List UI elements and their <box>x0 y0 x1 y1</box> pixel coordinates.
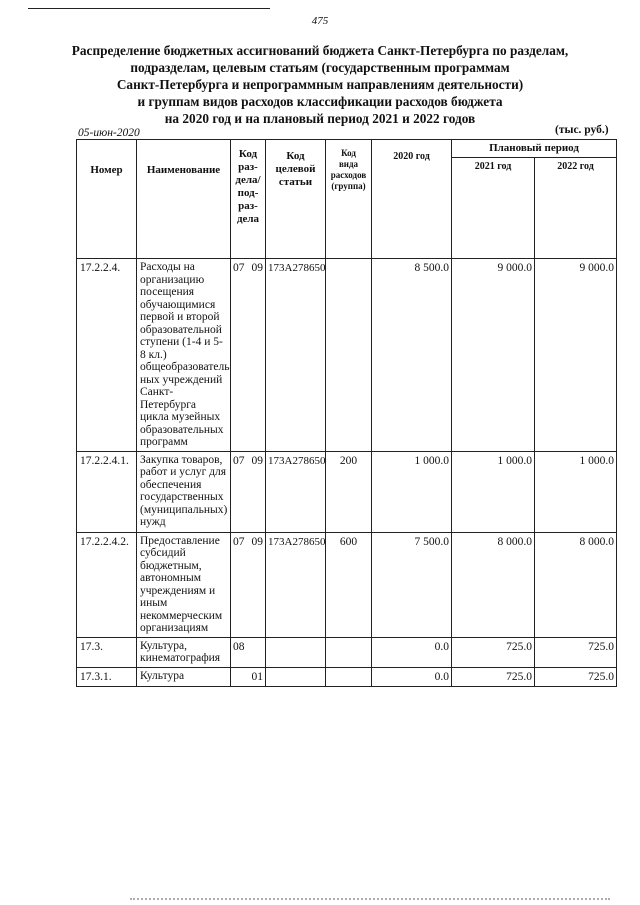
row-target: 173А278650 <box>266 451 326 532</box>
row-type <box>326 637 372 667</box>
row-2020: 0.0 <box>372 637 452 667</box>
header-target-line: статьи <box>278 176 313 188</box>
subsection-code: 01 <box>251 670 263 683</box>
header-type-line: расходов <box>330 170 367 180</box>
row-type <box>326 259 372 452</box>
row-target: 173А278650 <box>266 259 326 452</box>
header-target <box>266 140 326 259</box>
header-name: Наименование <box>137 140 231 259</box>
table-row <box>77 259 617 452</box>
row-2022: 1 000.0 <box>535 451 617 532</box>
row-2020: 8 500.0 <box>372 259 452 452</box>
header-type-line: вида <box>338 159 359 169</box>
header-2020: 2020 год <box>372 140 452 259</box>
row-target <box>266 637 326 667</box>
table-row <box>77 667 617 686</box>
row-number: 17.2.2.4. <box>77 259 137 452</box>
row-2021: 725.0 <box>452 637 535 667</box>
header-expense-type <box>326 140 372 259</box>
date-stamp: 05-июн-2020 <box>78 127 140 139</box>
row-type: 200 <box>326 451 372 532</box>
row-number: 17.2.2.4.2. <box>77 532 137 637</box>
header-section-line: дела/ <box>235 174 261 186</box>
table-row <box>77 532 617 637</box>
row-2020: 7 500.0 <box>372 532 452 637</box>
row-name: Предоставление субсидий бюджетным, автономным учреждениям и иным некоммерческим организациям <box>137 532 231 637</box>
row-2022: 8 000.0 <box>535 532 617 637</box>
row-2020: 1 000.0 <box>372 451 452 532</box>
page-number: 475 <box>311 15 329 27</box>
row-2022: 725.0 <box>535 667 617 686</box>
row-name: Закупка товаров, работ и услуг для обеспечения государственных (муниципальных) нужд <box>137 451 231 532</box>
header-section-line: под- <box>237 187 259 199</box>
top-rule <box>28 8 270 9</box>
row-name: Культура <box>137 667 231 686</box>
row-2021: 9 000.0 <box>452 259 535 452</box>
row-section <box>231 259 266 452</box>
header-section-line: раз- <box>238 161 258 173</box>
row-2021: 725.0 <box>452 667 535 686</box>
header-target-line: целевой <box>275 163 316 175</box>
title-line: Санкт-Петербурга и непрограммным направлениям деятельности) <box>116 77 524 92</box>
row-type <box>326 667 372 686</box>
header-section-line: Код <box>238 148 258 160</box>
row-section <box>231 532 266 637</box>
title-line: Распределение бюджетных ассигнований бюджета Санкт-Петербурга по разделам, <box>71 43 569 58</box>
row-target <box>266 667 326 686</box>
row-2021: 8 000.0 <box>452 532 535 637</box>
subsection-code: 09 <box>251 454 263 467</box>
header-section-line: раз- <box>238 200 258 212</box>
table-row <box>77 637 617 667</box>
row-type: 600 <box>326 532 372 637</box>
title-line: и группам видов расходов классификации расходов бюджета <box>137 94 503 109</box>
header-target-line: Код <box>286 150 305 162</box>
scan-artifact <box>130 898 610 904</box>
row-2022: 9 000.0 <box>535 259 617 452</box>
row-number: 17.3. <box>77 637 137 667</box>
row-number: 17.2.2.4.1. <box>77 451 137 532</box>
document-title <box>0 42 640 127</box>
header-type-line: Код <box>341 148 356 158</box>
row-2021: 1 000.0 <box>452 451 535 532</box>
table-row <box>77 451 617 532</box>
header-2021: 2021 год <box>452 158 535 259</box>
subsection-code: 09 <box>251 535 263 548</box>
section-code: 07 <box>233 535 245 548</box>
section-code: 08 <box>233 640 245 653</box>
row-name: Культура, кинематография <box>137 637 231 667</box>
units-label: (тыс. руб.) <box>555 124 609 136</box>
header-number: Номер <box>77 140 137 259</box>
row-section <box>231 667 266 686</box>
row-section <box>231 451 266 532</box>
section-code: 07 <box>233 454 245 467</box>
row-name: Расходы на организацию посещения обучающимися первой и второй образовательной ступени (1-4 и 5-8 кл.) общеобразователь ных учреждений Санкт-Петербурга цикла музейных образовательных программ <box>137 259 231 452</box>
title-line: подразделам, целевым статьям (государственным программам <box>130 60 510 75</box>
header-2022: 2022 год <box>535 158 617 259</box>
row-target: 173А278650 <box>266 532 326 637</box>
title-line: на 2020 год и на плановый период 2021 и 2022 годов <box>164 111 476 126</box>
row-section <box>231 637 266 667</box>
budget-table <box>76 139 617 687</box>
header-section-line: дела <box>236 213 260 225</box>
subsection-code: 09 <box>251 262 263 274</box>
row-number: 17.3.1. <box>77 667 137 686</box>
header-section <box>231 140 266 259</box>
row-2022: 725.0 <box>535 637 617 667</box>
row-2020: 0.0 <box>372 667 452 686</box>
section-code: 07 <box>233 262 245 274</box>
header-type-line: (группа) <box>331 181 366 191</box>
header-plan-period: Плановый период <box>452 140 617 158</box>
